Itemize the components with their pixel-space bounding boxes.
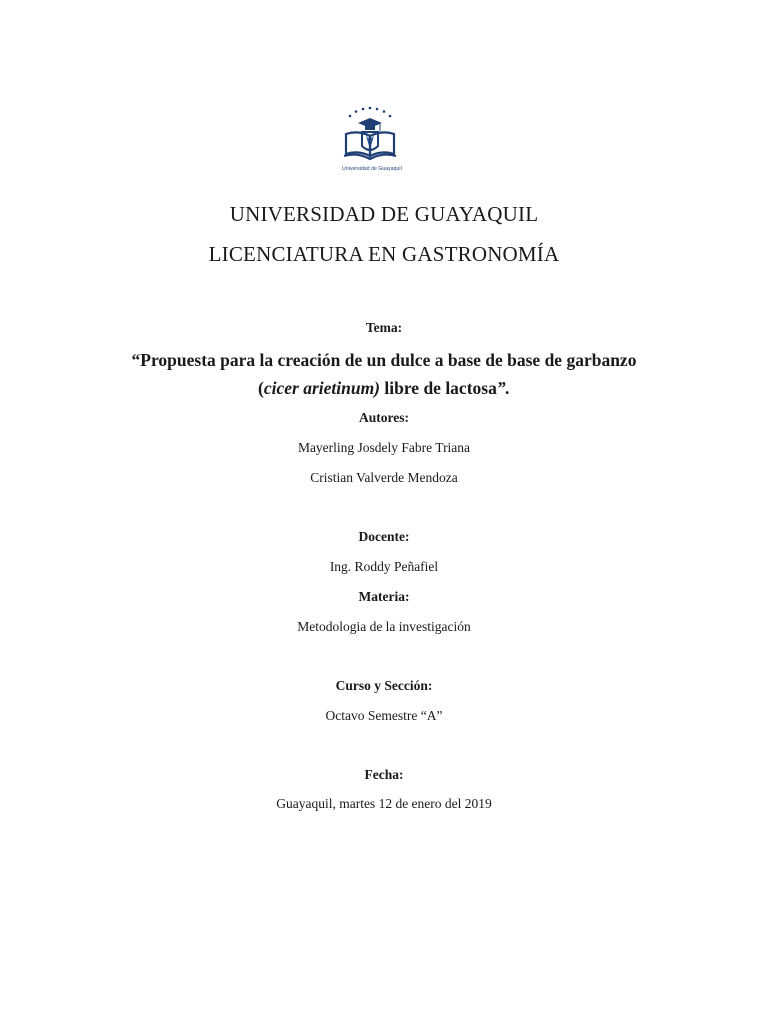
date-value: Guayaquil, martes 12 de enero del 2019: [276, 796, 492, 811]
subject-name: Metodologia de la investigación: [297, 619, 471, 634]
authors-label: Autores:: [359, 410, 409, 425]
degree-name: LICENCIATURA EN GASTRONOMÍA: [208, 242, 560, 266]
topic-label: Tema:: [365, 320, 403, 335]
title-rest: libre de lactosa: [380, 378, 497, 398]
topic-title-line1: “Propuesta para la creación de un dulce a base de base de garbanzo: [131, 350, 637, 370]
course-label: Curso y Sección:: [335, 678, 433, 693]
title-open-paren: (: [258, 378, 264, 398]
teacher-name: Ing. Roddy Peñafiel: [329, 559, 439, 574]
date-label: Fecha:: [364, 767, 404, 782]
teacher-label: Docente:: [358, 529, 410, 544]
subject-label: Materia:: [358, 589, 410, 604]
university-name: UNIVERSIDAD DE GUAYAQUIL: [229, 202, 539, 226]
logo-caption: Universidad de Guayaquil: [342, 166, 402, 172]
title-scientific-name: cicer arietinum): [263, 378, 381, 398]
author-name: Cristian Valverde Mendoza: [310, 470, 458, 485]
topic-title-line2: [0, 378, 768, 399]
course-name: Octavo Semestre “A”: [325, 708, 443, 723]
title-close-quote: ”.: [496, 378, 510, 398]
author-name: Mayerling Josdely Fabre Triana: [297, 440, 471, 455]
